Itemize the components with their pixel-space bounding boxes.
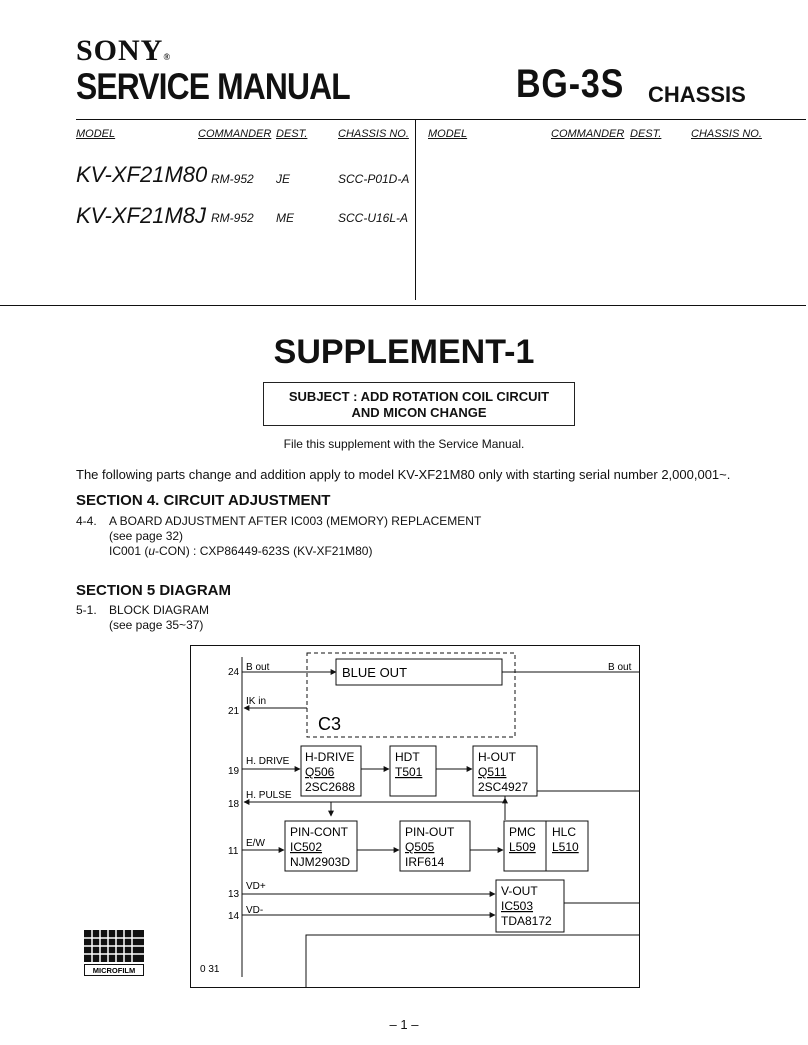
hlc-line-2: L510 bbox=[552, 840, 579, 854]
pin-0-31: 0 31 bbox=[200, 964, 220, 975]
hdrive-line-3: 2SC2688 bbox=[305, 780, 356, 794]
hout-line-2: Q511 bbox=[478, 765, 507, 779]
pin-13: 13 bbox=[228, 889, 240, 900]
col-model-2: MODEL bbox=[428, 128, 468, 140]
pmc-line-1: PMC bbox=[509, 825, 536, 839]
file-note: File this supplement with the Service Manual. bbox=[283, 437, 525, 451]
microfilm-label: MICROFILM bbox=[92, 966, 136, 975]
col-dest-2: DEST. bbox=[630, 128, 662, 140]
subject-line-2: AND MICON CHANGE bbox=[351, 405, 487, 420]
dest-row-2: ME bbox=[276, 211, 294, 225]
subject-line-1: SUBJECT : ADD ROTATION COIL CIRCUIT bbox=[288, 389, 550, 404]
hdrive-line-2: Q506 bbox=[305, 765, 335, 779]
section-4-ic: IC001 (u-CON) : CXP86449-623S (KV-XF21M80) bbox=[109, 544, 373, 558]
chassis-code: BG-3S bbox=[516, 62, 625, 106]
hdt-line-2: T501 bbox=[395, 765, 423, 779]
vout-line-2: IC503 bbox=[501, 899, 534, 913]
pin-14: 14 bbox=[228, 911, 240, 922]
microfilm-grid-icon bbox=[84, 930, 144, 976]
section-rule bbox=[0, 305, 806, 306]
header-rule bbox=[76, 119, 806, 120]
pmc-line-2: L509 bbox=[509, 840, 536, 854]
page-number: – 1 – bbox=[389, 1017, 419, 1032]
pincont-line-2: IC502 bbox=[290, 840, 323, 854]
dest-row-1: JE bbox=[276, 172, 291, 186]
col-chassis-no: CHASSIS NO. bbox=[338, 128, 409, 140]
sig-vd-plus: VD+ bbox=[246, 881, 266, 892]
col-dest: DEST. bbox=[276, 128, 308, 140]
intro-text: The following parts change and addition apply to model KV-XF21M80 only with starting serial number 2,000,001~. bbox=[76, 467, 731, 482]
hout-line-1: H-OUT bbox=[478, 750, 516, 764]
chassis-row-1: SCC-P01D-A bbox=[338, 172, 410, 186]
model-row-1: KV-XF21M80 bbox=[76, 162, 208, 187]
col-commander: COMMANDER bbox=[198, 128, 272, 140]
sony-logo: SONY® bbox=[76, 34, 172, 67]
section-4-item-num: 4-4. bbox=[76, 514, 97, 528]
service-manual-title: SERVICE MANUAL bbox=[76, 66, 350, 107]
chassis-word: CHASSIS bbox=[648, 82, 746, 107]
chassis-row-2: SCC-U16L-A bbox=[338, 211, 409, 225]
supplement-title: SUPPLEMENT-1 bbox=[273, 333, 535, 371]
block-diagram bbox=[190, 645, 640, 988]
table-divider bbox=[415, 120, 416, 300]
pincont-line-3: NJM2903D bbox=[290, 855, 351, 869]
commander-row-1: RM-952 bbox=[211, 172, 254, 186]
section-5-item-num: 5-1. bbox=[76, 603, 97, 617]
subject-box bbox=[263, 382, 575, 426]
hdt-line-1: HDT bbox=[395, 750, 420, 764]
pin-18: 18 bbox=[228, 799, 240, 810]
commander-row-2: RM-952 bbox=[211, 211, 254, 225]
vout-line-3: TDA8172 bbox=[501, 914, 552, 928]
vout-line-1: V-OUT bbox=[501, 884, 538, 898]
section-5-see: (see page 35~37) bbox=[109, 618, 204, 632]
section-4-title: SECTION 4. CIRCUIT ADJUSTMENT bbox=[76, 492, 331, 509]
blue-out-label: BLUE OUT bbox=[342, 665, 408, 680]
model-row-2: KV-XF21M8J bbox=[76, 203, 207, 228]
sig-e-w: E/W bbox=[246, 838, 265, 849]
section-5-title: SECTION 5 DIAGRAM bbox=[76, 582, 232, 599]
section-5-item-text: BLOCK DIAGRAM bbox=[109, 603, 210, 617]
sig-ik-in: IK in bbox=[246, 696, 267, 707]
pin-24: 24 bbox=[228, 667, 240, 678]
col-model: MODEL bbox=[76, 128, 116, 140]
pin-19: 19 bbox=[228, 766, 240, 777]
col-chassis-no-2: CHASSIS NO. bbox=[691, 128, 762, 140]
hdrive-line-1: H-DRIVE bbox=[305, 750, 355, 764]
sig-b-out-right: B out bbox=[608, 662, 632, 673]
pinout-line-3: IRF614 bbox=[405, 855, 445, 869]
section-4-see: (see page 32) bbox=[109, 529, 184, 543]
pinout-line-1: PIN-OUT bbox=[405, 825, 455, 839]
c3-label: C3 bbox=[318, 714, 342, 734]
sig-vd-minus: VD- bbox=[246, 905, 264, 916]
sig-h-drive: H. DRIVE bbox=[246, 756, 290, 767]
sig-b-out: B out bbox=[246, 662, 270, 673]
pinout-line-2: Q505 bbox=[405, 840, 435, 854]
hlc-line-1: HLC bbox=[552, 825, 577, 839]
col-commander-2: COMMANDER bbox=[551, 128, 625, 140]
pin-21: 21 bbox=[228, 706, 240, 717]
hout-line-3: 2SC4927 bbox=[478, 780, 529, 794]
section-4-item-text: A BOARD ADJUSTMENT AFTER IC003 (MEMORY) REPLACEMENT bbox=[109, 514, 482, 528]
pincont-line-1: PIN-CONT bbox=[290, 825, 348, 839]
microfilm-mark bbox=[84, 930, 144, 976]
sig-h-pulse: H. PULSE bbox=[246, 790, 292, 801]
pin-11: 11 bbox=[228, 846, 239, 857]
